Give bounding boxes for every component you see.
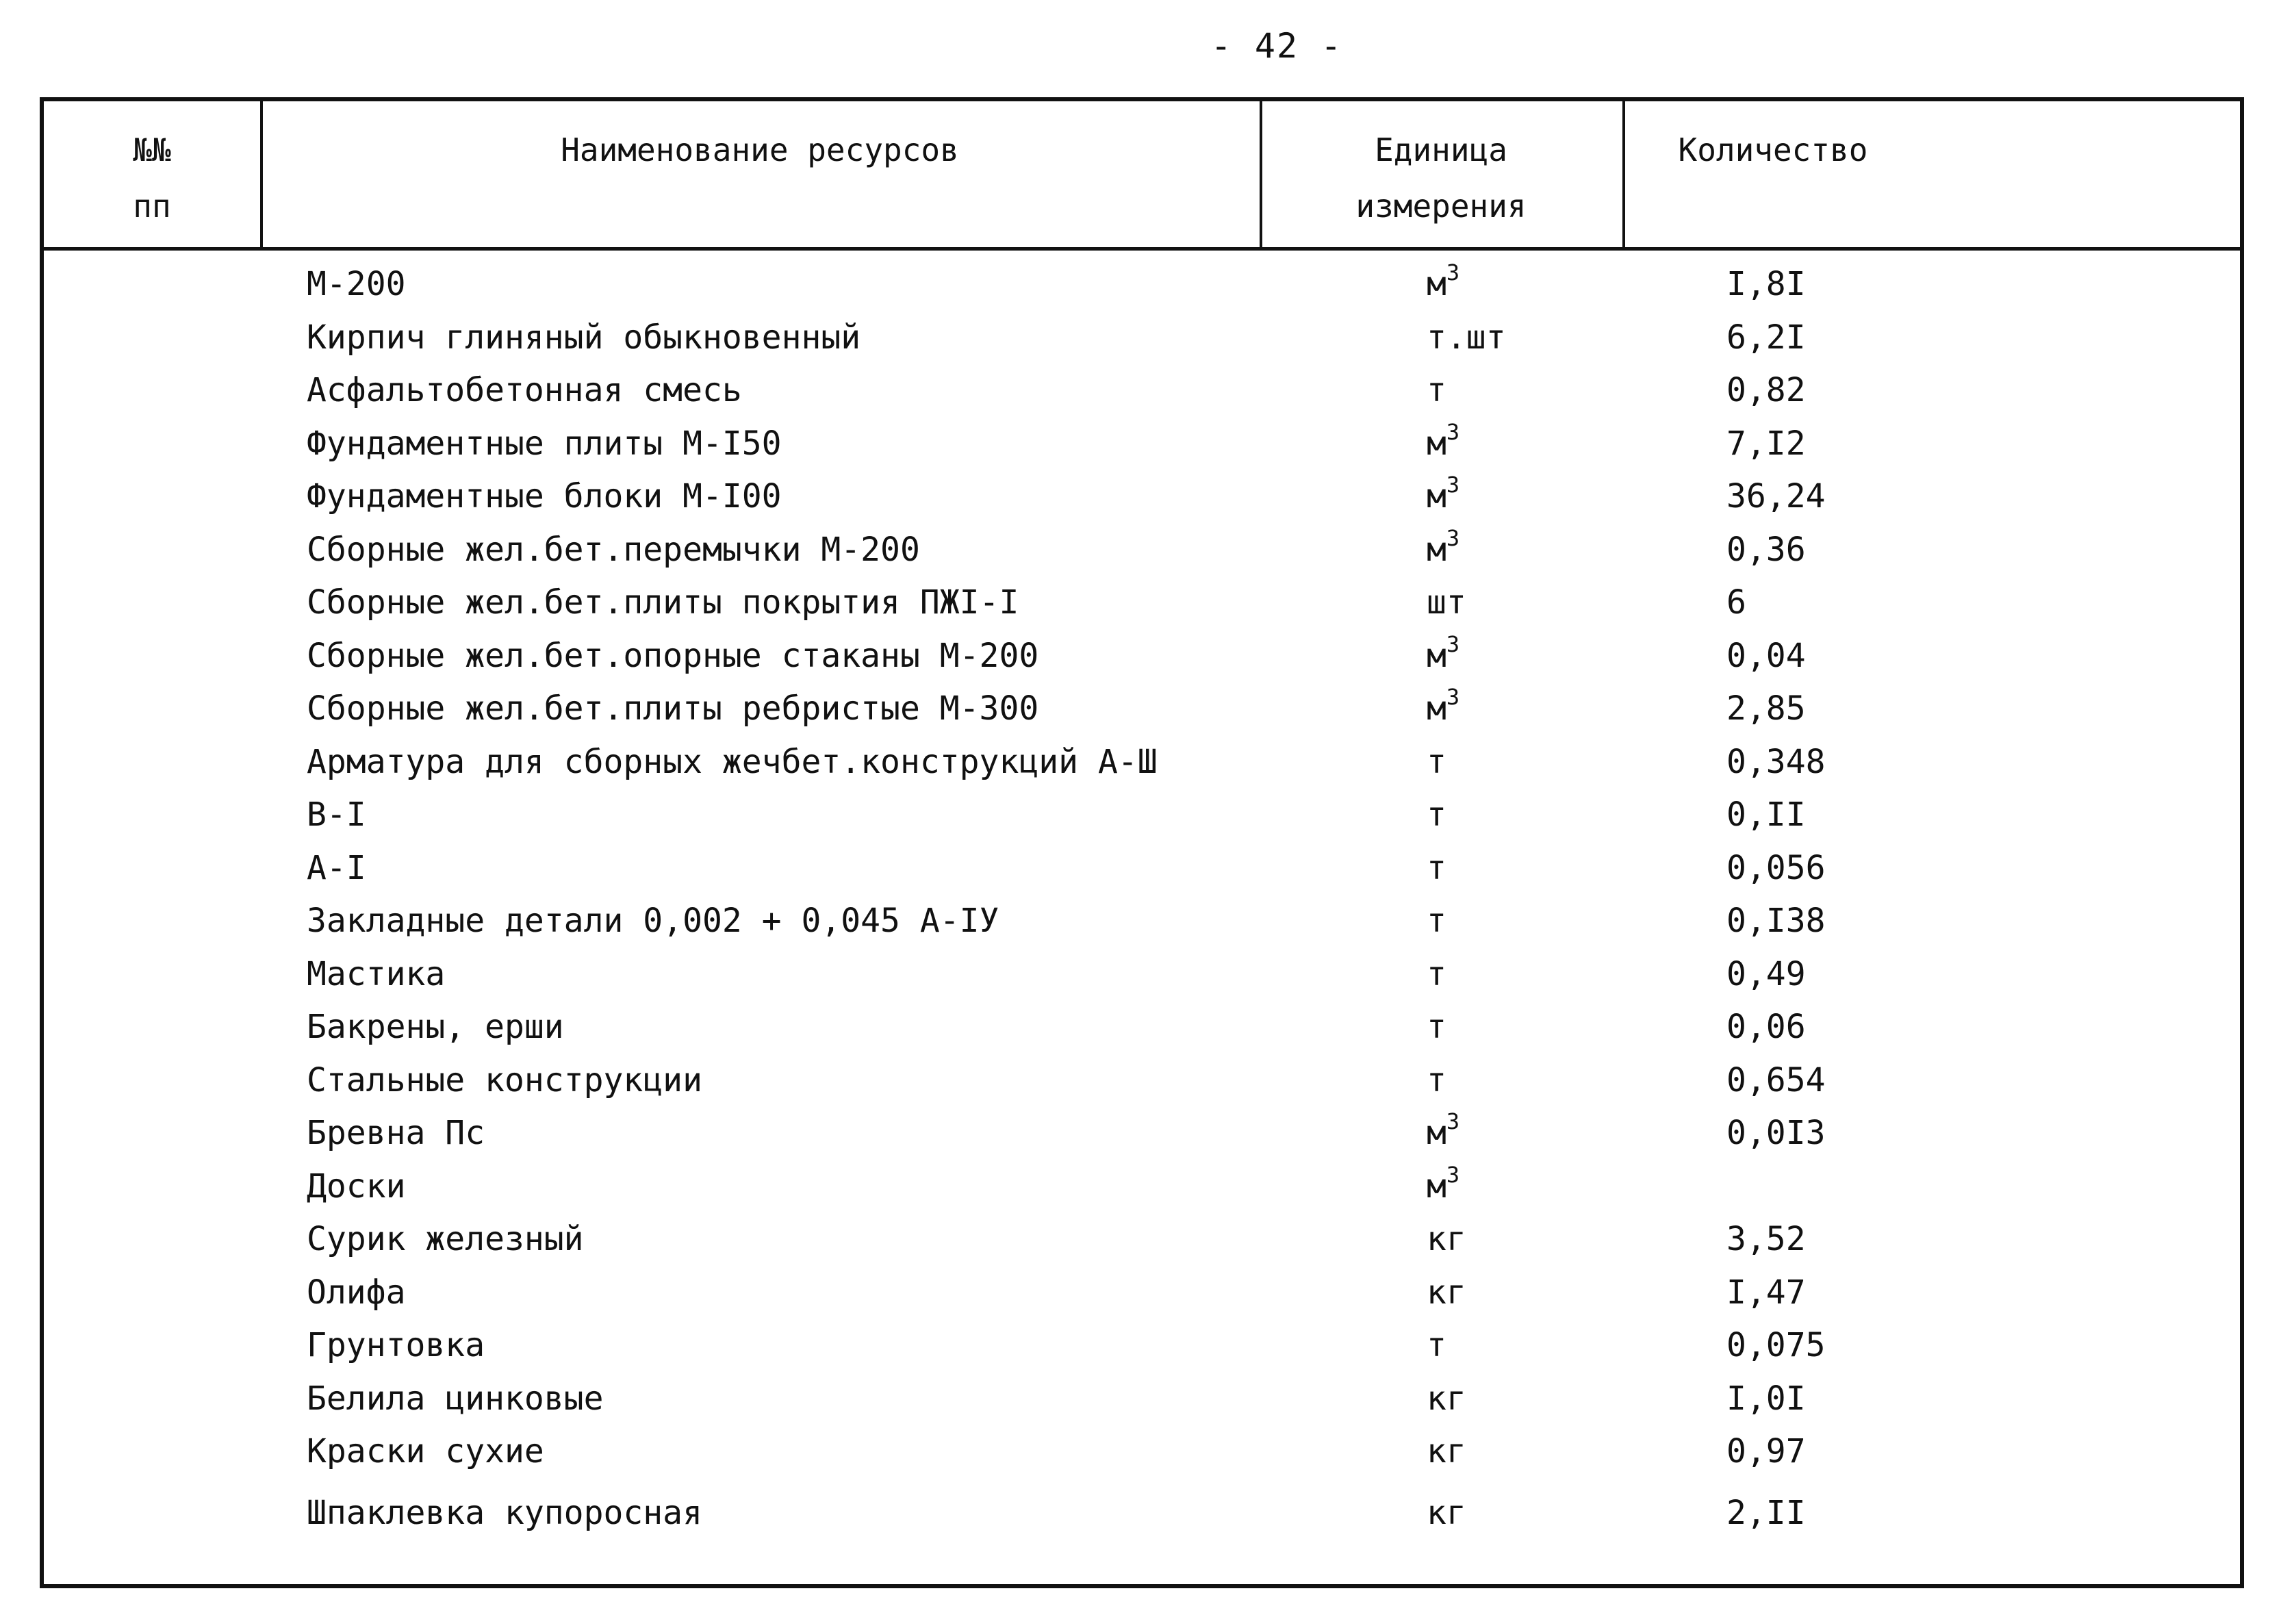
resource-quantity: 0,36 <box>1726 530 1806 569</box>
header-unit-line1: Единица <box>1375 131 1507 168</box>
resource-unit <box>1427 629 1459 683</box>
resource-quantity: 0,06 <box>1726 1008 1806 1046</box>
resource-name: Арматура для сборных жечбет.конструкций А-Ш <box>307 742 1158 781</box>
header-number <box>44 122 260 234</box>
resource-name: Фундаментные блоки М-I00 <box>307 477 782 515</box>
resource-quantity: 0,97 <box>1726 1432 1806 1470</box>
header-name: Наименование ресурсов <box>561 131 959 168</box>
resource-name: Доски <box>307 1167 406 1206</box>
resource-name: Асфальтобетонная смесь <box>307 371 742 409</box>
unit-text: м <box>1427 636 1446 675</box>
resource-name: Сборные жел.бет.перемычки М-200 <box>307 530 920 569</box>
table-row <box>44 470 2240 523</box>
resource-name: Белила цинковые <box>307 1379 604 1418</box>
page-number: - 42 - <box>1210 26 1343 66</box>
unit-text: кг <box>1427 1273 1466 1312</box>
resource-name: Стальные конструкции <box>307 1060 702 1099</box>
unit-superscript: 3 <box>1446 524 1460 551</box>
resource-quantity: 2,II <box>1726 1493 1806 1532</box>
unit-text: т <box>1427 371 1446 409</box>
resource-quantity: 0,056 <box>1726 848 1826 887</box>
table-row <box>44 1106 2240 1160</box>
table-row <box>44 682 2240 735</box>
resource-name: Краски сухие <box>307 1432 544 1470</box>
header-number-line1: №№ <box>133 131 171 168</box>
unit-text: т <box>1427 1060 1446 1099</box>
unit-text: т <box>1427 848 1446 887</box>
resource-name: М-200 <box>307 265 406 303</box>
resource-name: Сборные жел.бет.плиты покрытия ПЖI-I <box>307 583 1019 622</box>
resource-name: Бакрены, ерши <box>307 1008 564 1046</box>
resource-unit <box>1427 682 1459 735</box>
resource-quantity: I,47 <box>1726 1273 1806 1312</box>
header-quantity: Количество <box>1678 131 1868 168</box>
resource-unit <box>1427 470 1459 523</box>
table-row <box>44 1054 2240 1107</box>
unit-superscript: 3 <box>1446 1108 1460 1134</box>
table-row <box>44 311 2240 364</box>
resource-quantity: 0,II <box>1726 795 1806 834</box>
table-row <box>44 523 2240 576</box>
table-row <box>44 1425 2240 1478</box>
resource-quantity: 2,85 <box>1726 689 1806 728</box>
resource-unit <box>1427 1266 1466 1319</box>
resource-unit <box>1427 1425 1466 1478</box>
resource-unit <box>1427 894 1446 947</box>
resource-name: Мастика <box>307 954 446 993</box>
resource-quantity: 36,24 <box>1726 477 1826 515</box>
resource-quantity: 3,52 <box>1726 1220 1806 1258</box>
header-unit <box>1260 122 1622 234</box>
unit-superscript: 3 <box>1446 1161 1460 1188</box>
unit-superscript: 3 <box>1446 259 1460 285</box>
unit-text: м <box>1427 1114 1446 1152</box>
unit-text: кг <box>1427 1220 1466 1258</box>
unit-text: т.шт <box>1427 318 1506 357</box>
unit-text: м <box>1427 1167 1446 1206</box>
resource-name: Грунтовка <box>307 1326 485 1364</box>
resource-name: Фундаментные плиты М-I50 <box>307 424 782 463</box>
table-row <box>44 417 2240 470</box>
table-row <box>44 576 2240 629</box>
table-row <box>44 841 2240 895</box>
header-number-line2: пп <box>133 188 171 225</box>
resource-quantity: 7,I2 <box>1726 424 1806 463</box>
resource-quantity: 0,49 <box>1726 954 1806 993</box>
resource-quantity: 0,075 <box>1726 1326 1826 1364</box>
unit-superscript: 3 <box>1446 418 1460 445</box>
table-row <box>44 1266 2240 1319</box>
resource-name: Сборные жел.бет.опорные стаканы М-200 <box>307 636 1039 675</box>
header-unit-line2: измерения <box>1355 188 1527 225</box>
table-row <box>44 735 2240 789</box>
unit-text: м <box>1427 689 1446 728</box>
resource-unit <box>1427 417 1459 470</box>
resource-name: Олифа <box>307 1273 406 1312</box>
table-row <box>44 1212 2240 1266</box>
unit-text: кг <box>1427 1493 1466 1532</box>
table-header <box>44 101 2240 251</box>
unit-text: м <box>1427 530 1446 569</box>
resource-unit <box>1427 364 1446 417</box>
resource-unit <box>1427 947 1446 1001</box>
unit-superscript: 3 <box>1446 684 1460 710</box>
resource-unit <box>1427 1319 1446 1372</box>
resource-unit <box>1427 257 1459 311</box>
resources-table <box>40 97 2244 1588</box>
resource-name: Кирпич глиняный обыкновенный <box>307 318 861 357</box>
table-row <box>44 788 2240 841</box>
resource-name: А-I <box>307 848 366 887</box>
table-row <box>44 1372 2240 1425</box>
resource-unit <box>1427 1106 1459 1160</box>
resource-unit <box>1427 1160 1459 1213</box>
unit-superscript: 3 <box>1446 472 1460 498</box>
unit-text: кг <box>1427 1379 1466 1418</box>
resource-unit <box>1427 311 1506 364</box>
resource-unit <box>1427 735 1446 789</box>
table-row <box>44 1486 2240 1540</box>
resource-quantity: 0,04 <box>1726 636 1806 675</box>
unit-text: кг <box>1427 1432 1466 1470</box>
table-row <box>44 1160 2240 1213</box>
resource-quantity: 0,654 <box>1726 1060 1826 1099</box>
unit-text: т <box>1427 1008 1446 1046</box>
resource-name: Сборные жел.бет.плиты ребристые М-300 <box>307 689 1039 728</box>
unit-text: шт <box>1427 583 1466 622</box>
resource-quantity: 6,2I <box>1726 318 1806 357</box>
resource-name: Бревна Пс <box>307 1114 485 1152</box>
unit-text: т <box>1427 954 1446 993</box>
unit-superscript: 3 <box>1446 631 1460 657</box>
resource-unit <box>1427 1054 1446 1107</box>
resource-quantity: 0,82 <box>1726 371 1806 409</box>
resource-unit <box>1427 841 1446 895</box>
unit-text: т <box>1427 902 1446 940</box>
resource-unit <box>1427 1212 1466 1266</box>
unit-text: т <box>1427 742 1446 781</box>
unit-text: м <box>1427 424 1446 463</box>
resource-unit <box>1427 1000 1446 1054</box>
table-row <box>44 1319 2240 1372</box>
table-row <box>44 364 2240 417</box>
resource-quantity: 6 <box>1726 583 1746 622</box>
resource-unit <box>1427 1372 1466 1425</box>
unit-text: т <box>1427 1326 1446 1364</box>
resource-name: Сурик железный <box>307 1220 584 1258</box>
resource-quantity: 0,348 <box>1726 742 1826 781</box>
unit-text: м <box>1427 265 1446 303</box>
resource-quantity: I,8I <box>1726 265 1806 303</box>
resource-name: Шпаклевка купоросная <box>307 1493 702 1532</box>
unit-text: м <box>1427 477 1446 515</box>
resource-unit <box>1427 788 1446 841</box>
table-row <box>44 947 2240 1001</box>
resource-quantity: 0,0I3 <box>1726 1114 1826 1152</box>
table-row <box>44 894 2240 947</box>
table-row <box>44 629 2240 683</box>
resource-quantity: 0,I38 <box>1726 902 1826 940</box>
table-row <box>44 1000 2240 1054</box>
resource-unit <box>1427 523 1459 576</box>
resource-unit <box>1427 1486 1466 1540</box>
resource-quantity: I,0I <box>1726 1379 1806 1418</box>
unit-text: т <box>1427 795 1446 834</box>
resource-unit <box>1427 576 1466 629</box>
table-row <box>44 257 2240 311</box>
resource-name: Закладные детали 0,002 + 0,045 А-IУ <box>307 902 999 940</box>
resource-name: В-I <box>307 795 366 834</box>
